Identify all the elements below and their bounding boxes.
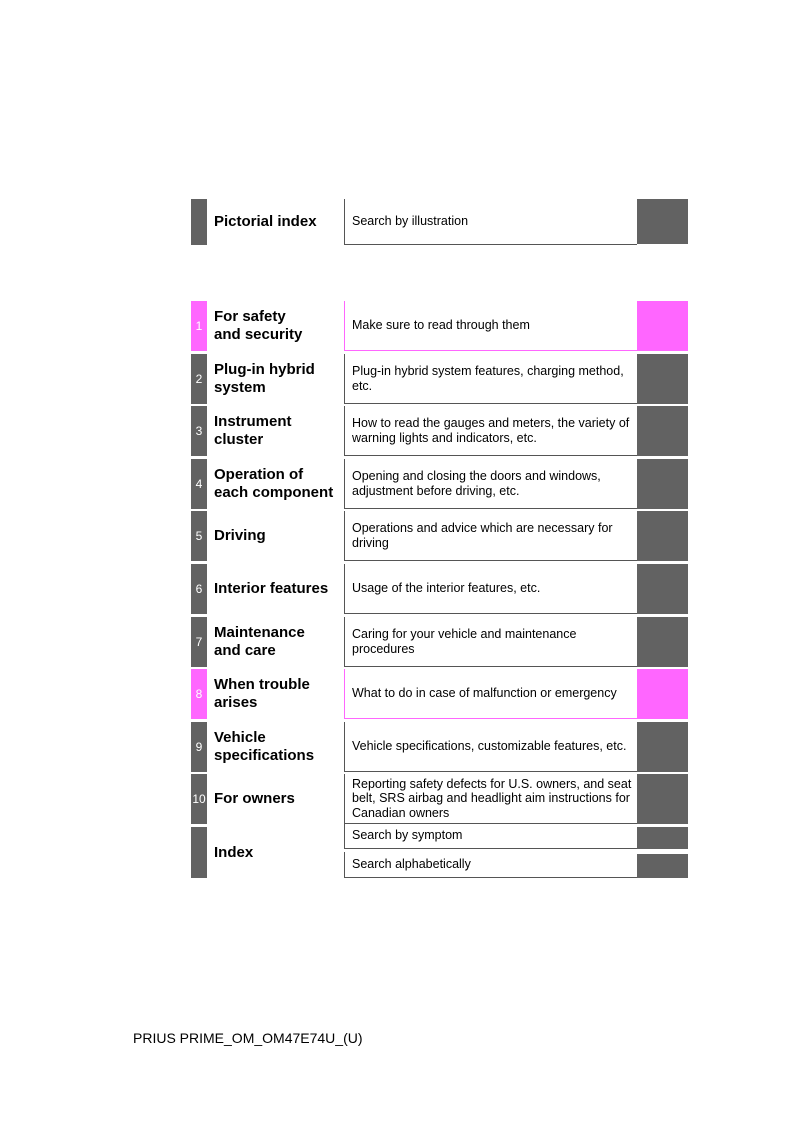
chapter-edge-block xyxy=(637,564,688,614)
chapter-number-tab: 2 xyxy=(191,354,207,404)
chapter-description: Vehicle specifications, customizable features, etc. xyxy=(344,722,637,772)
index-block-alpha xyxy=(637,854,688,878)
chapter-title: When trouble arises xyxy=(214,676,310,711)
chapter-description: Opening and closing the doors and windows, adjustment before driving, etc. xyxy=(344,459,637,509)
pictorial-index-desc: Search by illustration xyxy=(344,199,637,245)
index-desc-alpha[interactable]: Search alphabetically xyxy=(344,852,637,878)
index-tab xyxy=(191,827,207,878)
chapter-title: For owners xyxy=(214,790,295,807)
chapter-row[interactable] xyxy=(191,564,688,614)
chapter-edge-block xyxy=(637,406,688,456)
chapter-edge-block xyxy=(637,722,688,772)
pictorial-index-tab xyxy=(191,199,207,245)
chapter-title: Instrument cluster xyxy=(214,413,292,448)
chapter-description: Plug-in hybrid system features, charging method, etc. xyxy=(344,354,637,404)
chapter-number-tab: 5 xyxy=(191,511,207,561)
chapter-number-tab: 3 xyxy=(191,406,207,456)
index-title: Index xyxy=(214,843,254,861)
chapter-title: Vehicle specifications xyxy=(214,729,315,764)
chapter-number-tab: 1 xyxy=(191,301,207,351)
chapter-description: What to do in case of malfunction or emergency xyxy=(344,669,637,719)
chapter-number-tab: 9 xyxy=(191,722,207,772)
chapter-edge-block xyxy=(637,669,688,719)
index-row[interactable] xyxy=(191,827,688,878)
chapter-row[interactable] xyxy=(191,774,688,824)
chapter-description: Usage of the interior features, etc. xyxy=(344,564,637,614)
chapter-row[interactable] xyxy=(191,511,688,561)
chapter-row[interactable] xyxy=(191,301,688,351)
chapter-description: How to read the gauges and meters, the variety of warning lights and indicators, etc. xyxy=(344,406,637,456)
chapter-row[interactable] xyxy=(191,669,688,719)
chapter-row[interactable] xyxy=(191,722,688,772)
chapter-edge-block xyxy=(637,511,688,561)
chapter-row[interactable] xyxy=(191,354,688,404)
index-desc-symptom[interactable]: Search by symptom xyxy=(344,823,637,849)
pictorial-index-row[interactable] xyxy=(191,199,688,245)
chapter-title: Maintenance and care xyxy=(214,624,305,659)
chapter-row[interactable] xyxy=(191,459,688,509)
chapter-edge-block xyxy=(637,459,688,509)
chapter-row[interactable] xyxy=(191,617,688,667)
chapter-number-tab: 8 xyxy=(191,669,207,719)
chapter-edge-block xyxy=(637,774,688,824)
chapter-title: Interior features xyxy=(214,580,329,597)
chapter-number-tab: 10 xyxy=(191,774,207,824)
chapter-description: Operations and advice which are necessary for driving xyxy=(344,511,637,561)
chapter-description: Reporting safety defects for U.S. owners, and seat belt, SRS airbag and headlight aim instructions for Canadian owners xyxy=(344,774,637,824)
chapter-number-tab: 6 xyxy=(191,564,207,614)
chapter-number-tab: 7 xyxy=(191,617,207,667)
document-footer: PRIUS PRIME_OM_OM47E74U_(U) xyxy=(133,1030,363,1046)
chapter-row[interactable] xyxy=(191,406,688,456)
chapter-edge-block xyxy=(637,301,688,351)
chapter-title: Driving xyxy=(214,527,266,544)
chapter-number-tab: 4 xyxy=(191,459,207,509)
chapter-description: Make sure to read through them xyxy=(344,301,637,351)
pictorial-index-title: Pictorial index xyxy=(214,213,317,230)
index-block-symptom xyxy=(637,827,688,849)
chapter-title: Plug-in hybrid system xyxy=(214,361,315,396)
chapter-edge-block xyxy=(637,617,688,667)
pictorial-index-block xyxy=(637,199,688,244)
chapter-title: Operation of each component xyxy=(214,466,334,501)
chapter-title: For safety and security xyxy=(214,308,303,343)
chapter-description: Caring for your vehicle and maintenance procedures xyxy=(344,617,637,667)
chapter-edge-block xyxy=(637,354,688,404)
